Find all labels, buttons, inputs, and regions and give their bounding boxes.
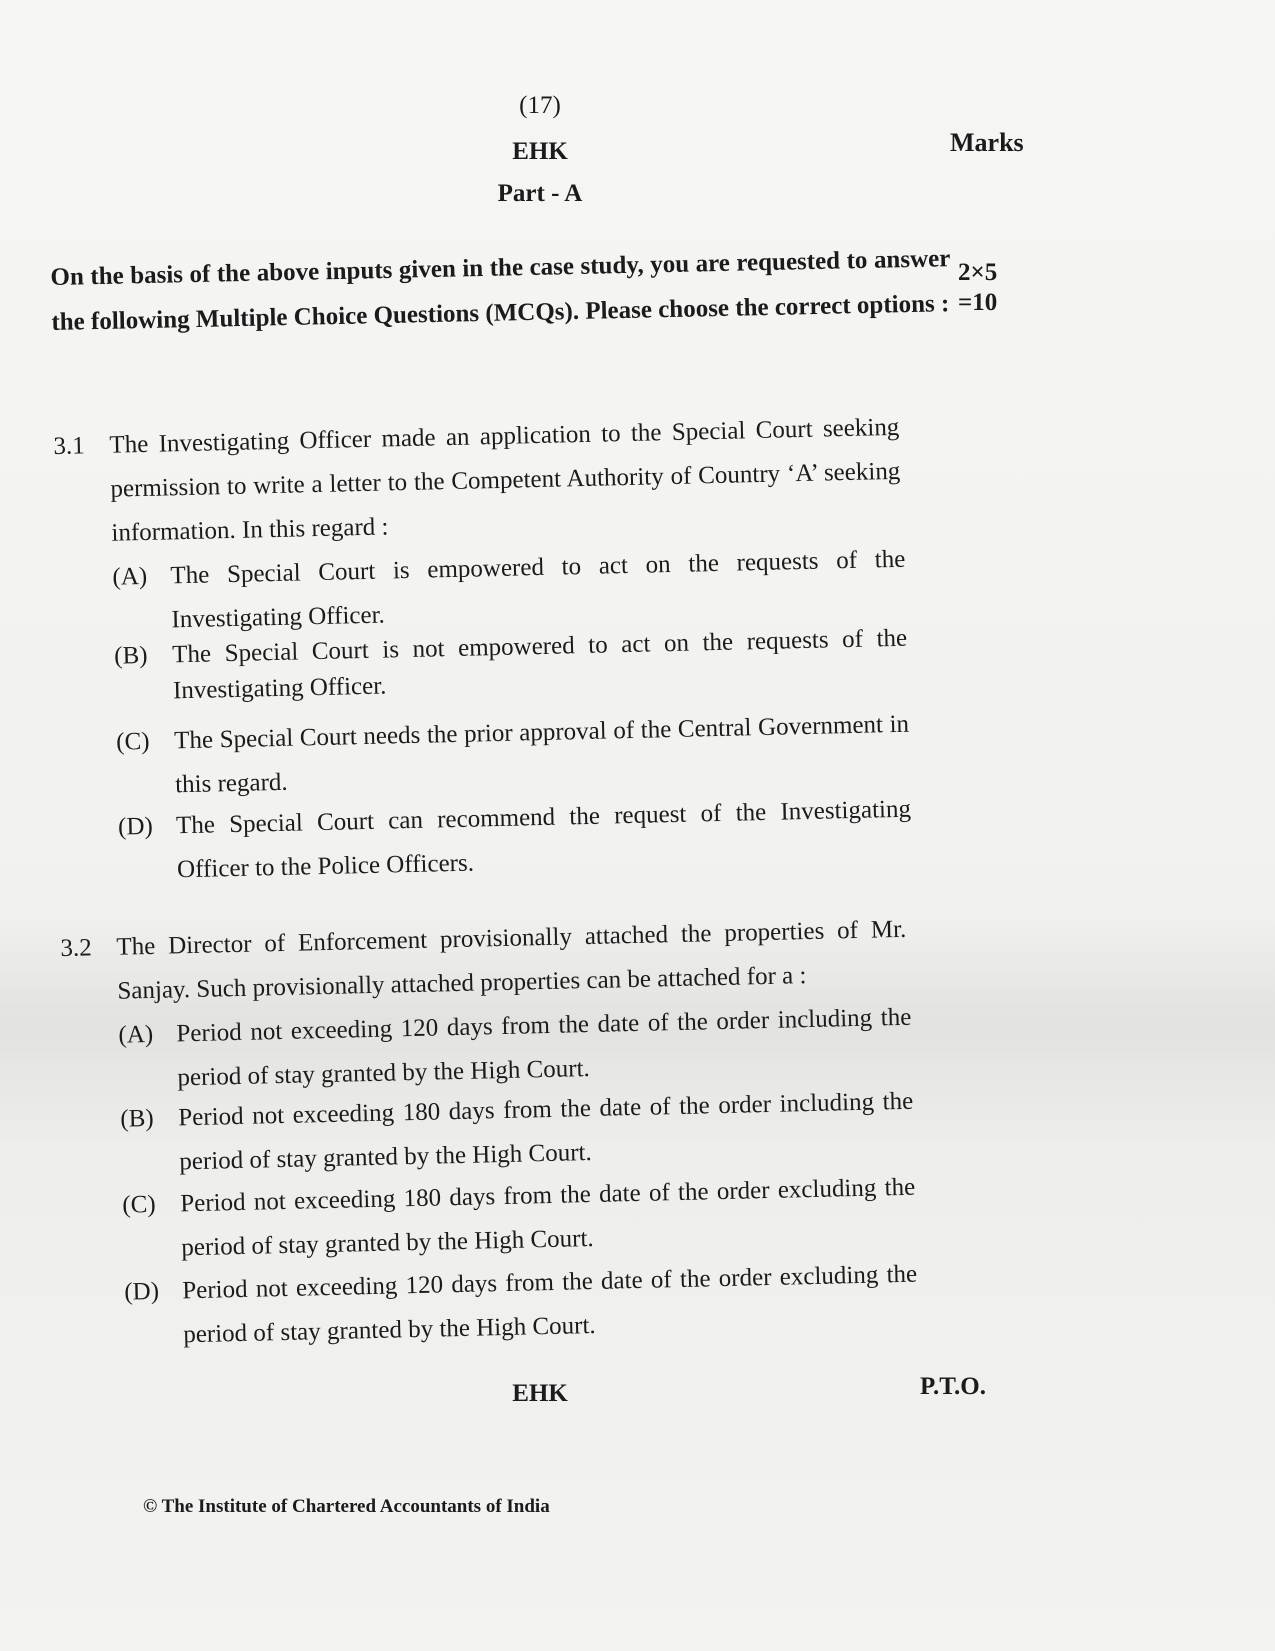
marks-line-2: =10 <box>958 289 998 316</box>
marks-heading: Marks <box>950 128 1024 157</box>
question-stem: The Director of Enforcement provisionally attached the properties of Mr. Sanjay. Such provisionally attached properties can be attached for a : <box>116 915 907 1005</box>
paper-code: EHK <box>512 138 568 165</box>
option-label: (D) <box>123 1277 160 1306</box>
marks-line-1: 2×5 <box>958 259 998 286</box>
option-label: (A) <box>112 562 148 591</box>
part-heading: Part - A <box>497 180 583 207</box>
option-text: Period not exceeding 180 days from the date of the order excluding the period of stay granted by the High Court. <box>180 1173 916 1262</box>
page-number: (17) <box>519 92 561 119</box>
option-label: (B) <box>120 1104 155 1133</box>
question-number: 3.2 <box>60 934 93 962</box>
question-stem: The Investigating Officer made an application to the Special Court seeking permission to write a letter to the Competent Authority of Country ‘A’ seeking information. In this regard : <box>109 413 901 547</box>
option-label: (A) <box>118 1020 154 1049</box>
option-label: (C) <box>122 1190 156 1219</box>
option-text: Period not exceeding 120 days from the date of the order including the period of stay granted by the High Court. <box>176 1003 912 1092</box>
option-label: (D) <box>117 812 154 841</box>
copyright-notice: © The Institute of Chartered Accountants of India <box>143 1496 550 1517</box>
option-text: The Special Court can recommend the request of the Investigating Officer to the Police Officers. <box>175 795 912 884</box>
option-label: (C) <box>115 727 150 756</box>
pto-label: P.T.O. <box>920 1373 986 1400</box>
footer-paper-code: EHK <box>512 1380 568 1407</box>
option-text: The Special Court is not empowered to act on the requests of the Investigating Officer. <box>171 624 908 705</box>
option-label: (B) <box>113 641 148 670</box>
option-text: The Special Court is empowered to act on the requests of the Investigating Officer. <box>170 545 906 634</box>
option-text: Period not exceeding 180 days from the date of the order including the period of stay granted by the High Court. <box>178 1087 914 1176</box>
option-text: Period not exceeding 120 days from the date of the order excluding the period of stay granted by the High Court. <box>181 1260 918 1349</box>
marks-allocation <box>958 258 997 318</box>
option-text: The Special Court needs the prior approval of the Central Government in this regard. <box>173 710 910 799</box>
instructions-text: On the basis of the above inputs given in the case study, you are requested to answer the following Multiple Choice Questions (MCQs). Please choose the correct options : <box>50 245 951 336</box>
question-number: 3.1 <box>53 432 86 460</box>
